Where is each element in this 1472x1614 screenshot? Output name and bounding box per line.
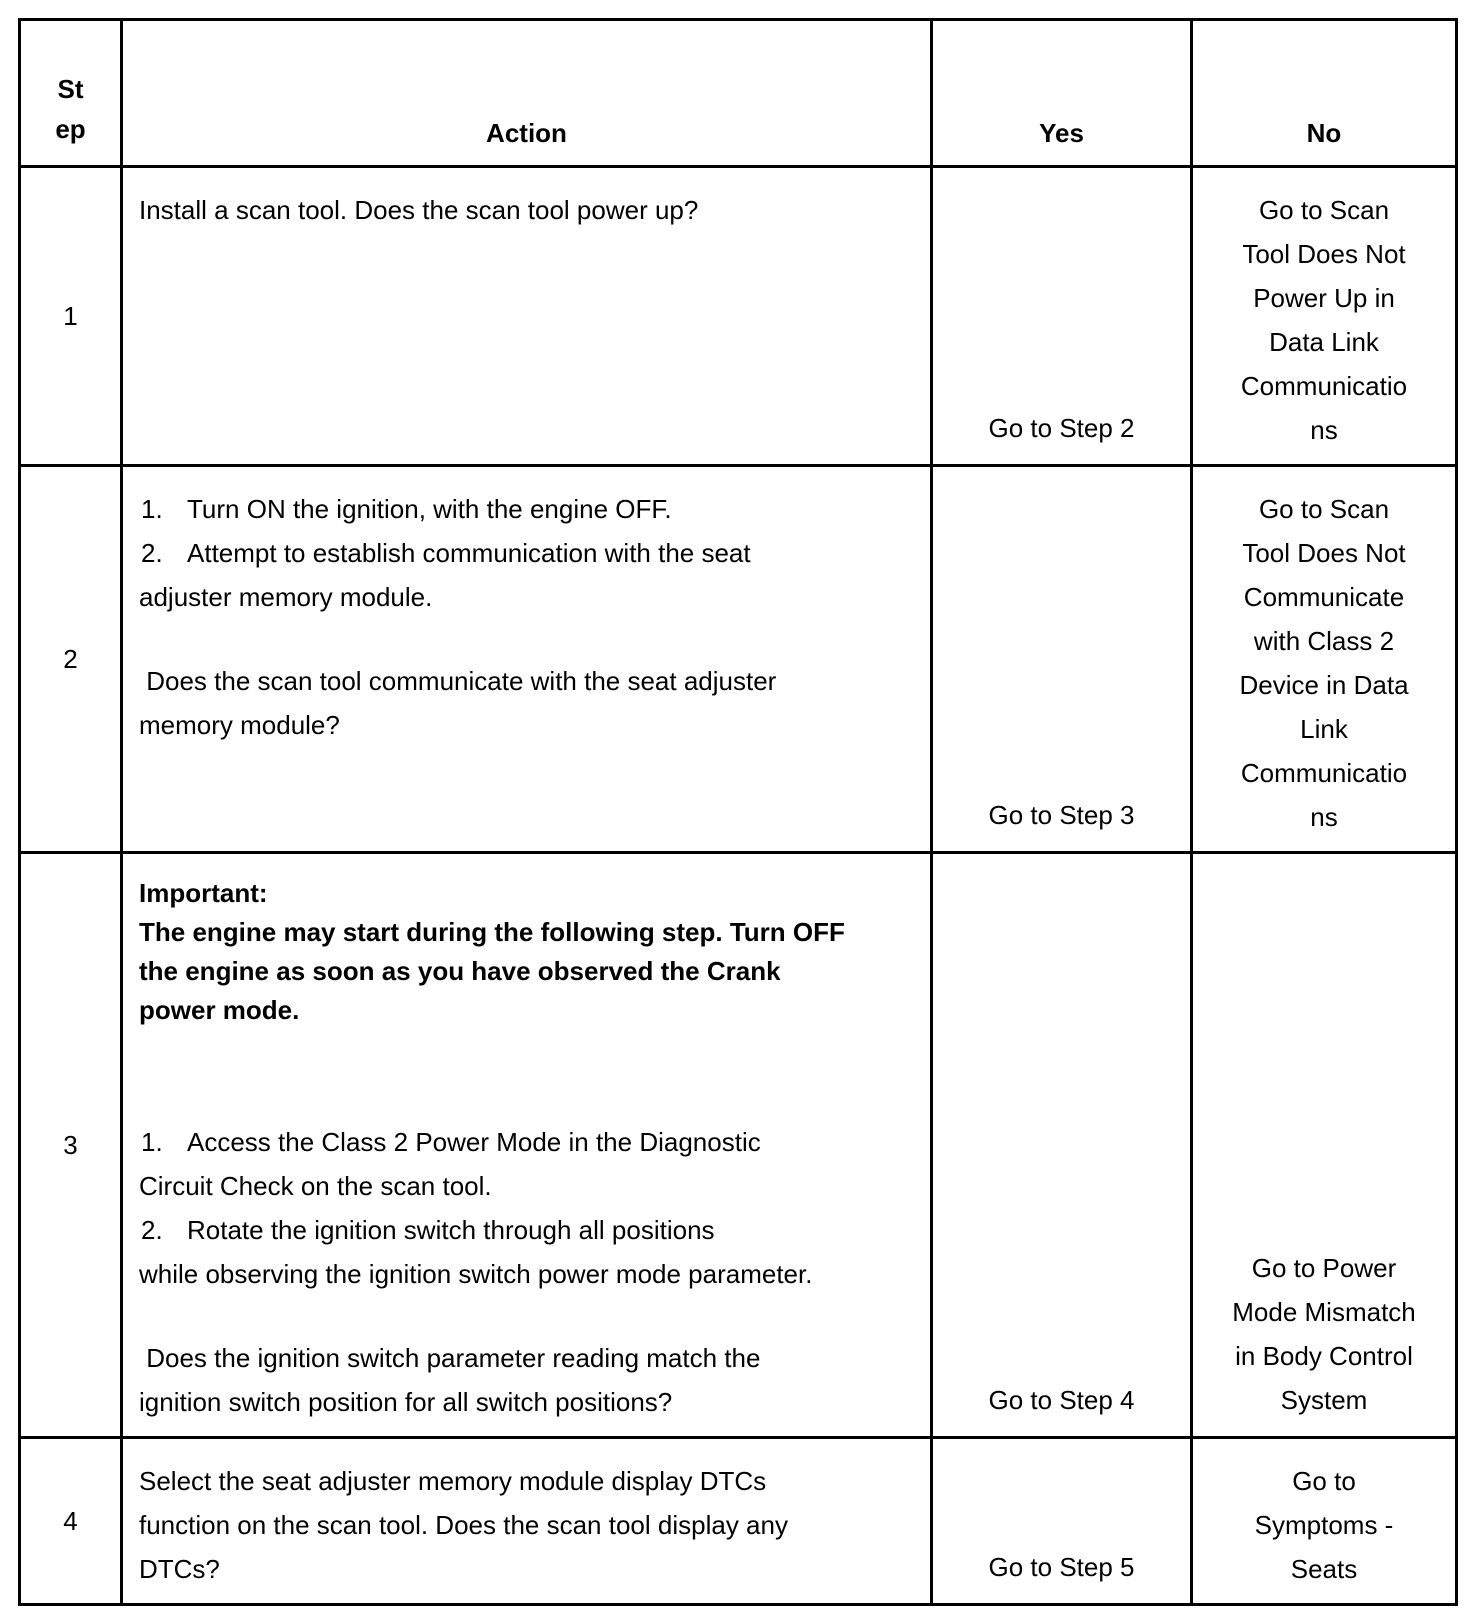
no-cell: [1192, 466, 1457, 853]
diagnostic-table: [18, 18, 1458, 1606]
list-text: Rotate the ignition switch through all positions: [187, 1215, 715, 1245]
list-text: Access the Class 2 Power Mode in the Diagnostic: [187, 1127, 761, 1157]
important-text: The engine may start during the following step. Turn OFF: [139, 917, 845, 947]
list-item: [139, 1120, 916, 1164]
list-number: 1.: [141, 1127, 163, 1157]
header-step-line1: St: [57, 74, 84, 104]
action-text: Select the seat adjuster memory module display DTCs: [139, 1466, 767, 1496]
header-no: No: [1192, 20, 1457, 167]
list-item: [139, 531, 916, 575]
yes-cell: Go to Step 2: [932, 167, 1192, 466]
yes-cell: Go to Step 4: [932, 853, 1192, 1438]
list-item: [139, 1208, 916, 1252]
action-text: DTCs?: [139, 1554, 220, 1584]
table-row: [20, 853, 1457, 1438]
list-number: 2.: [141, 538, 163, 568]
step-number: 4: [20, 1438, 122, 1605]
table-row: [20, 1438, 1457, 1605]
question-line: memory module?: [139, 710, 340, 740]
no-text: Go to Scan Tool Does Not Power Up in Data Link Communicatio ns: [1240, 195, 1408, 445]
no-cell: [1192, 853, 1457, 1438]
step-number: 3: [20, 853, 122, 1438]
yes-cell: Go to Step 5: [932, 1438, 1192, 1605]
important-text: power mode.: [139, 995, 300, 1025]
step-number: 1: [20, 167, 122, 466]
header-step-line2: ep: [55, 114, 86, 144]
action-cell: [122, 853, 932, 1438]
header-yes: Yes: [932, 20, 1192, 167]
no-cell: [1192, 167, 1457, 466]
header-action: Action: [122, 20, 932, 167]
yes-cell: Go to Step 3: [932, 466, 1192, 853]
list-text: Turn ON the ignition, with the engine OFF.: [187, 494, 672, 524]
no-text: Go to Scan Tool Does Not Communicate with Class 2 Device in Data Link Communicatio ns: [1239, 494, 1409, 832]
list-number: 2.: [141, 1215, 163, 1245]
no-text: Go to Symptoms - Seats: [1254, 1466, 1394, 1584]
action-text: Install a scan tool. Does the scan tool power up?: [139, 195, 699, 225]
action-cell: [122, 167, 932, 466]
list-item-continuation: while observing the ignition switch power mode parameter.: [139, 1259, 813, 1289]
action-cell: [122, 466, 932, 853]
table-header-row: [20, 20, 1457, 167]
action-text: function on the scan tool. Does the scan tool display any: [139, 1510, 788, 1540]
header-step: [20, 20, 122, 167]
step-number: 2: [20, 466, 122, 853]
table-row: [20, 466, 1457, 853]
action-cell: [122, 1438, 932, 1605]
list-item-continuation: Circuit Check on the scan tool.: [139, 1171, 492, 1201]
important-label: Important:: [139, 878, 268, 908]
list-item-continuation: adjuster memory module.: [139, 582, 433, 612]
list-number: 1.: [141, 494, 163, 524]
question-line: ignition switch position for all switch positions?: [139, 1387, 673, 1417]
list-item: [139, 487, 916, 531]
question-line: Does the ignition switch parameter reading match the: [139, 1343, 761, 1373]
table-row: [20, 167, 1457, 466]
no-cell: [1192, 1438, 1457, 1605]
no-text: Go to Power Mode Mismatch in Body Control System: [1232, 1253, 1416, 1415]
question-line: Does the scan tool communicate with the seat adjuster: [139, 666, 777, 696]
important-text: the engine as soon as you have observed the Crank: [139, 956, 781, 986]
list-text: Attempt to establish communication with the seat: [187, 538, 751, 568]
